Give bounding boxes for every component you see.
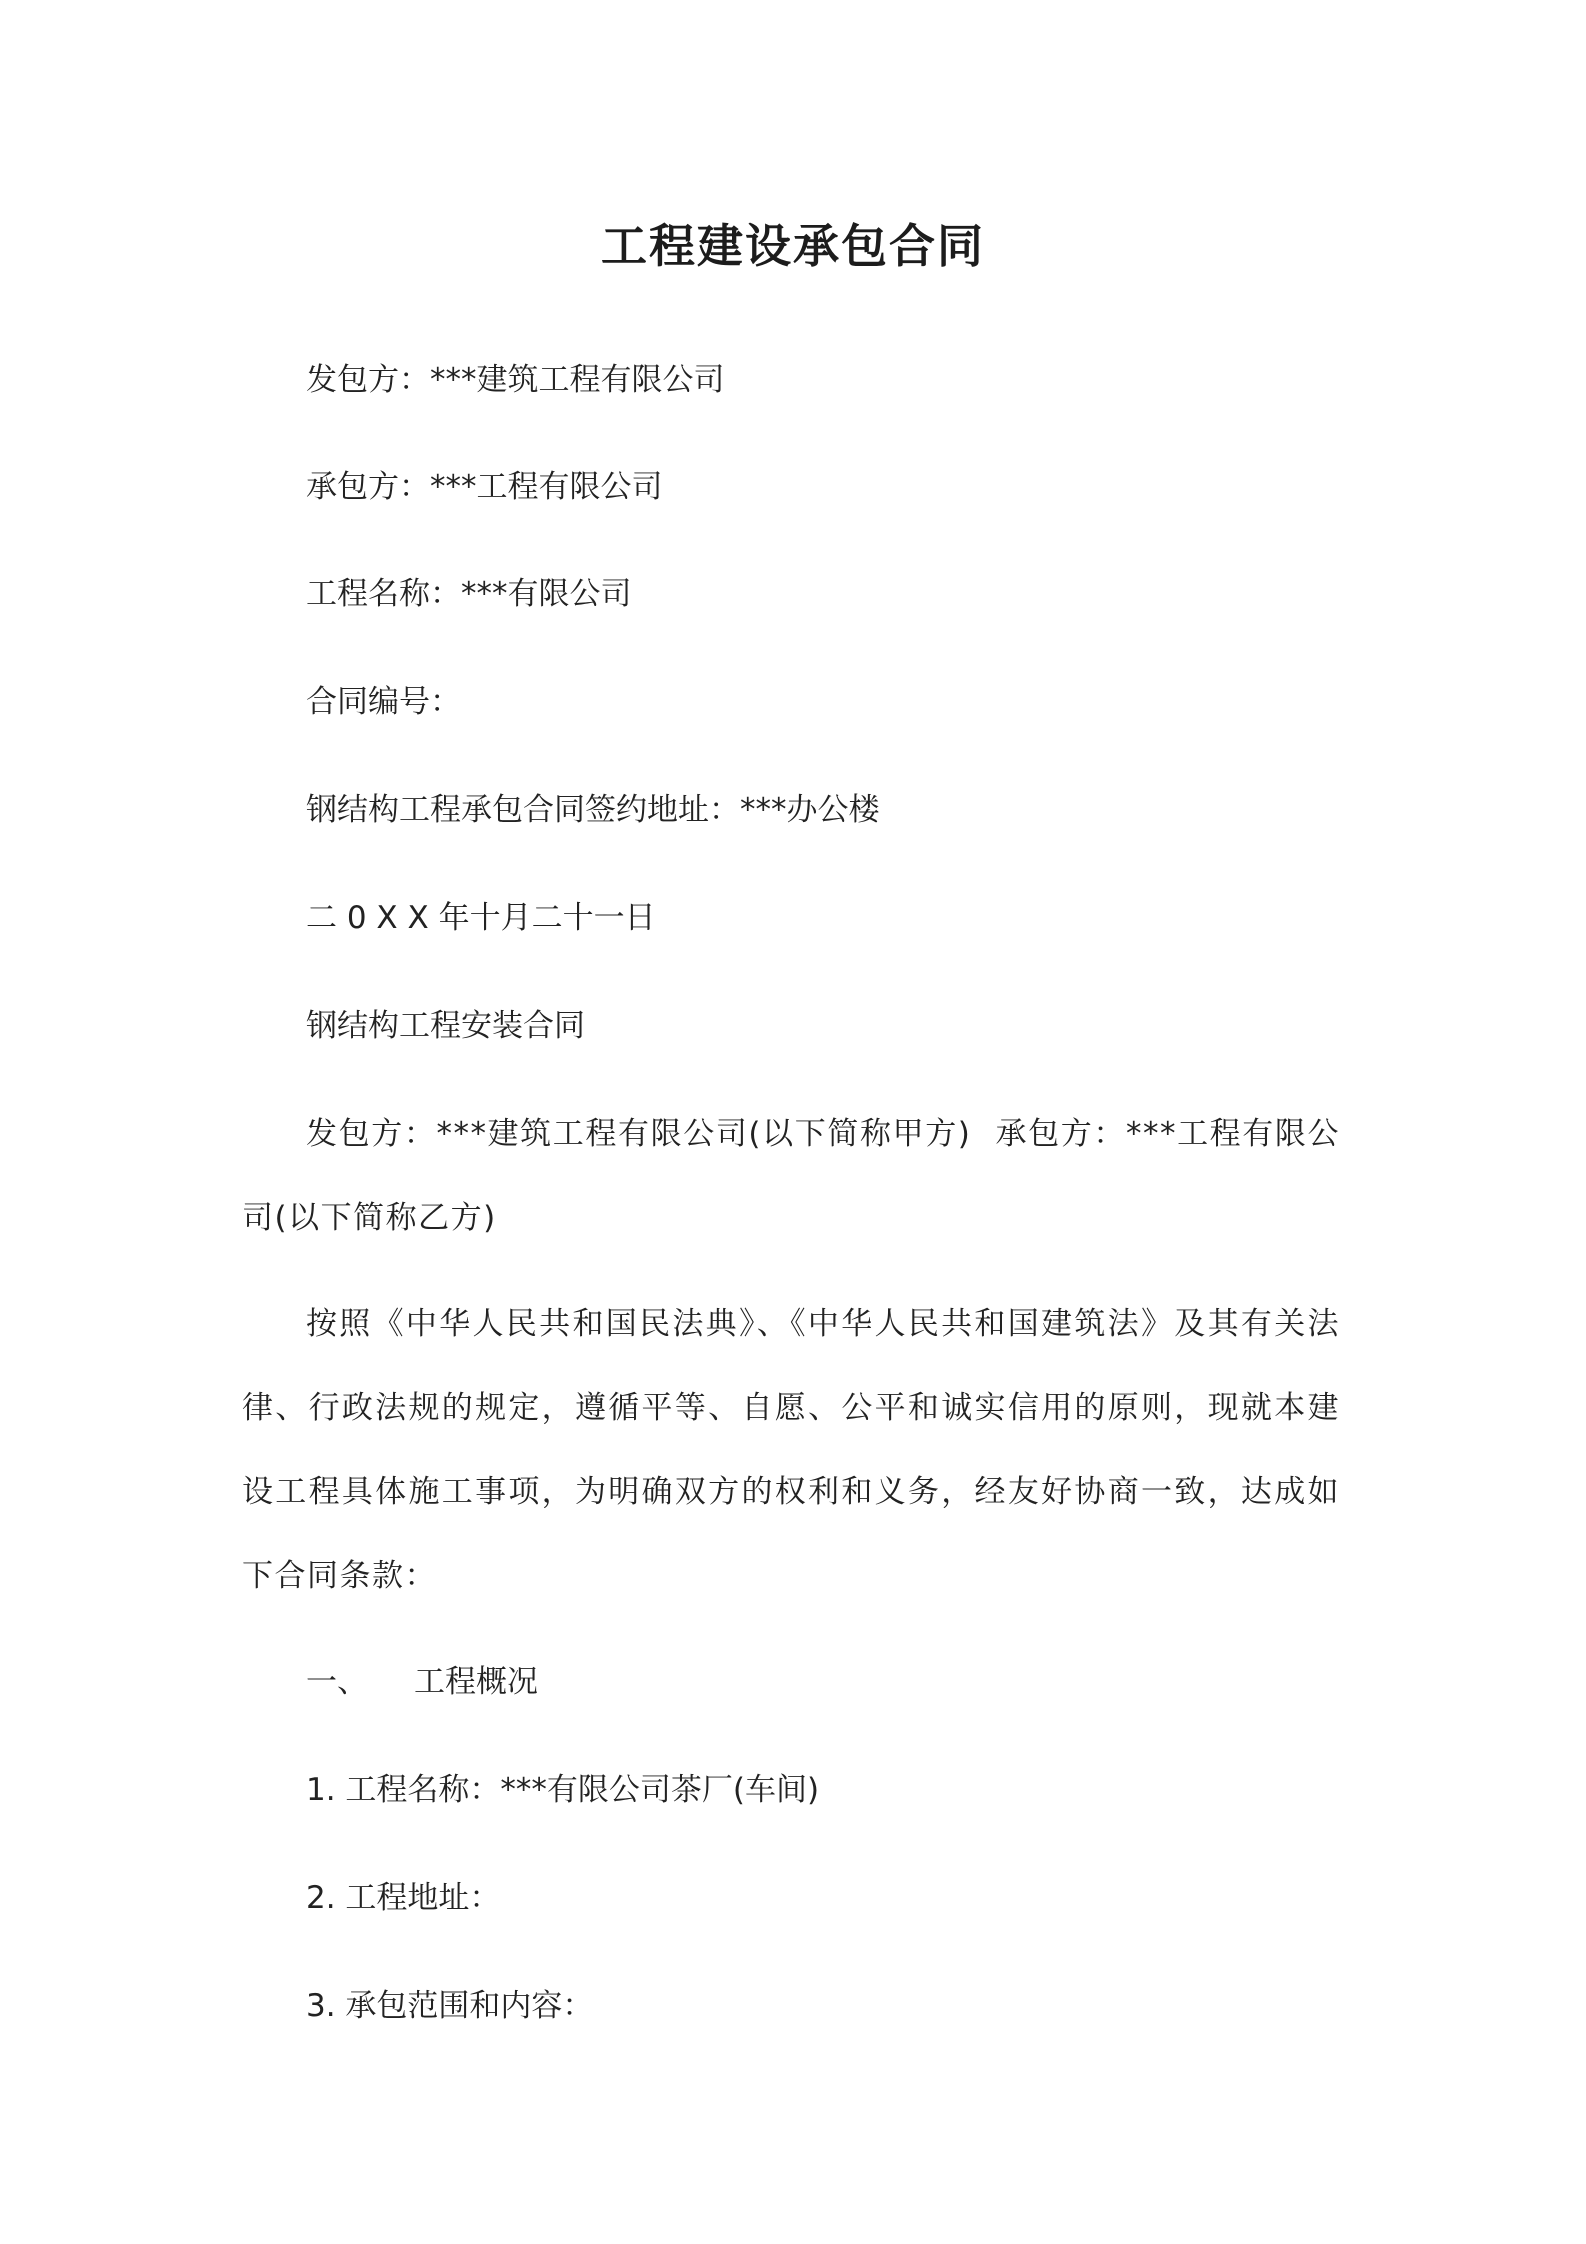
employer-line: 发包方：***建筑工程有限公司 xyxy=(306,362,725,398)
parties-employer-text: 发包方：***建筑工程有限公司(以下简称甲方) xyxy=(306,1116,972,1152)
signing-place-line: 钢结构工程承包合同签约地址：***办公楼 xyxy=(306,792,880,828)
preamble-paragraph: 按照《中华人民共和国民法典》、《中华人民共和国建筑法》及其有关法律、行政法规的规定，遵循平等、自愿、公平和诚实信用的原则，现就本建设工程具体施工事项，为明确双方的权利和义务，经友好协商一致，达成如下合同条款： xyxy=(242,1306,1340,1594)
subtitle-line: 钢结构工程安装合同 xyxy=(306,1008,585,1044)
list-item: 3. 承包范围和内容： xyxy=(306,1988,594,2024)
contract-number-line: 合同编号： xyxy=(306,684,461,720)
list-item: 2. 工程地址： xyxy=(306,1880,501,1916)
section-number: 一、 xyxy=(306,1664,368,1700)
section-title: 工程概况 xyxy=(414,1664,538,1700)
contractor-line: 承包方：***工程有限公司 xyxy=(306,469,663,505)
section-heading-1 xyxy=(306,1660,538,1704)
parties-paragraph xyxy=(242,1092,1340,1260)
date-line: 二 0 X X 年十月二十一日 xyxy=(306,900,656,936)
project-name-line: 工程名称：***有限公司 xyxy=(306,576,632,612)
list-item: 1. 工程名称：***有限公司茶厂(车间) xyxy=(306,1772,820,1808)
parties-contractor-text: 承包方：***工程有限公司(以下简称乙方) xyxy=(242,1116,1341,1236)
document-title: 工程建设承包合同 xyxy=(601,219,985,273)
